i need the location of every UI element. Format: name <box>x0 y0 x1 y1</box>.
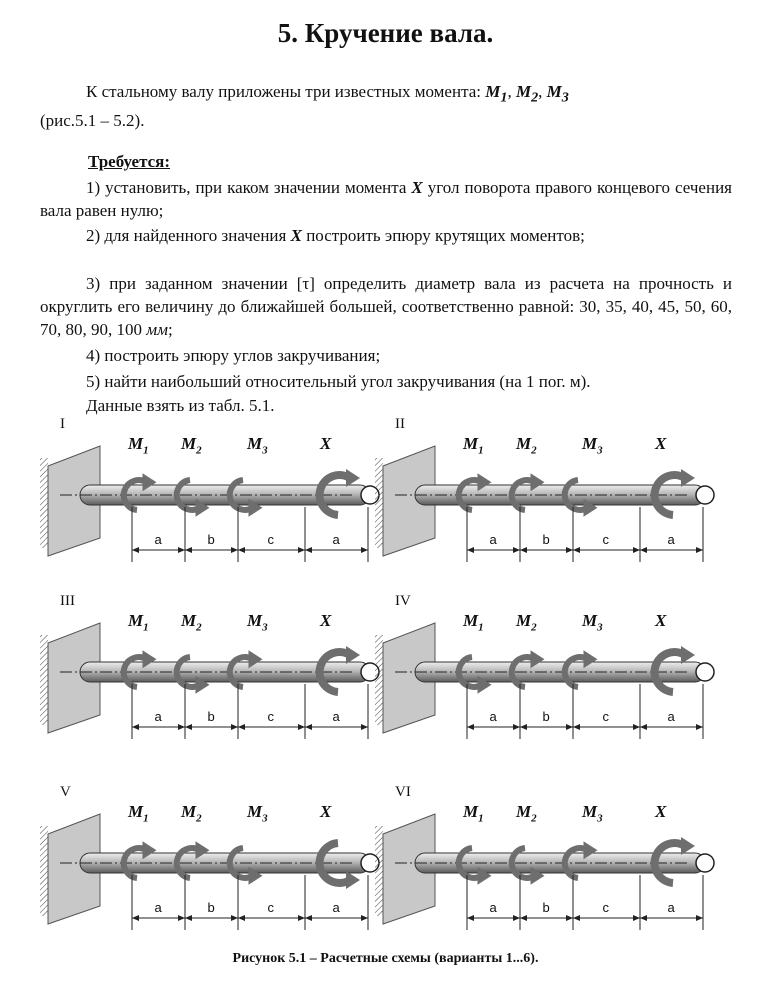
dimension-label: a <box>489 900 497 915</box>
label-m1: $M_1$ <box>128 434 149 457</box>
scheme-numeral: II <box>395 416 405 432</box>
dim-arrow <box>696 915 703 921</box>
arrow-head <box>346 646 360 664</box>
label-x: X <box>320 611 332 630</box>
dim-arrow <box>361 724 368 730</box>
arrow-head <box>346 871 360 889</box>
dim-arrow <box>640 724 647 730</box>
label-x: X <box>320 802 332 821</box>
arrow-head <box>681 469 695 487</box>
dim-arrow <box>361 547 368 553</box>
intro-paragraph: К стальному валу приложены три известных момента: $M_1$, $M_2$, $M_3$ (рис.5.1 – 5.2). <box>40 82 569 131</box>
label-m2: $M_2$ <box>181 434 202 457</box>
dimension-label: a <box>332 900 340 915</box>
scheme-5 <box>40 784 380 948</box>
data-source-note: Данные взять из табл. 5.1. <box>86 396 275 415</box>
label-x: X <box>320 434 332 453</box>
shaft-end <box>696 486 714 504</box>
dim-arrow <box>520 547 527 553</box>
dimension-label: b <box>207 900 215 915</box>
label-m2: $M_2$ <box>516 802 537 825</box>
scheme-1 <box>40 416 380 580</box>
dim-arrow <box>178 547 185 553</box>
dim-arrow <box>298 915 305 921</box>
task-item-5: 5) найти наибольший относительный угол закручивания (на 1 пог. м). <box>86 372 591 391</box>
dim-arrow <box>640 547 647 553</box>
dimension-label: b <box>542 709 550 724</box>
hatch <box>375 826 383 916</box>
dimension-label: a <box>489 709 497 724</box>
hatch <box>375 458 383 548</box>
hatch <box>40 826 48 916</box>
dimension-label: a <box>667 709 675 724</box>
dimension-label: c <box>602 900 609 915</box>
dim-arrow <box>633 915 640 921</box>
label-m1: $M_1$ <box>463 802 484 825</box>
dimension-label: b <box>542 532 550 547</box>
dim-arrow <box>696 724 703 730</box>
dim-arrow <box>238 915 245 921</box>
dimension-label: c <box>602 532 609 547</box>
dimension-label: c <box>267 532 274 547</box>
dim-arrow <box>566 547 573 553</box>
label-m1: $M_1$ <box>463 611 484 634</box>
scheme-6 <box>375 784 715 948</box>
label-x: X <box>655 434 667 453</box>
task-item-2: 2) для найденного значения X построить эпюру крутящих моментов; <box>86 226 585 245</box>
dimension-label: a <box>667 532 675 547</box>
task-item-4: 4) построить эпюру углов закручивания; <box>86 346 381 365</box>
dim-arrow <box>178 724 185 730</box>
dim-arrow <box>298 724 305 730</box>
scheme-2 <box>375 416 715 580</box>
dim-arrow <box>696 547 703 553</box>
hatch <box>40 635 48 725</box>
figure-caption: Рисунок 5.1 – Расчетные схемы (варианты 1...6). <box>232 951 539 966</box>
scheme-numeral: I <box>60 416 65 432</box>
scheme-numeral: VI <box>395 784 411 800</box>
dim-arrow <box>513 915 520 921</box>
dim-arrow <box>467 724 474 730</box>
label-m3: $M_3$ <box>247 611 268 634</box>
dim-arrow <box>185 724 192 730</box>
shaft-end <box>696 854 714 872</box>
scheme-numeral: III <box>60 593 75 609</box>
label-m3: $M_3$ <box>582 434 603 457</box>
figure-reference: (рис.5.1 – 5.2). <box>40 111 145 131</box>
required-heading: Требуется: <box>88 152 171 171</box>
section-title: 5. Кручение вала. <box>277 18 494 48</box>
label-m3: $M_3$ <box>247 802 268 825</box>
scheme-4 <box>375 593 715 757</box>
dim-arrow <box>566 915 573 921</box>
dim-arrow <box>238 724 245 730</box>
dim-arrow <box>185 915 192 921</box>
dim-arrow <box>132 547 139 553</box>
dimension-label: a <box>154 532 162 547</box>
dimension-label: a <box>332 709 340 724</box>
task-item-3: 3) при заданном значении [τ] определить диаметр вала из расчета на прочность и округлить его величину до ближайшей большей, соответственно равной: 30, 35, 40, 45, 50, 60, 70, 80, 90, 100 мм; <box>40 274 732 339</box>
dimension-label: b <box>542 900 550 915</box>
label-m2: $M_2$ <box>516 434 537 457</box>
task-item-1: 1) установить, при каком значении момента X угол поворота правого концевого сечения вала равен нулю; <box>40 178 732 220</box>
dim-arrow <box>467 547 474 553</box>
hatch <box>375 635 383 725</box>
dim-arrow <box>305 724 312 730</box>
dim-arrow <box>132 724 139 730</box>
dim-arrow <box>298 547 305 553</box>
dimension-label: c <box>267 900 274 915</box>
label-m3: $M_3$ <box>582 802 603 825</box>
dim-arrow <box>231 724 238 730</box>
label-m1: $M_1$ <box>128 611 149 634</box>
dimension-label: b <box>207 532 215 547</box>
dim-arrow <box>573 915 580 921</box>
label-m2: $M_2$ <box>181 802 202 825</box>
arrow-head <box>346 469 360 487</box>
dim-arrow <box>566 724 573 730</box>
dim-arrow <box>238 547 245 553</box>
label-x: X <box>655 802 667 821</box>
dimension-label: a <box>332 532 340 547</box>
dim-arrow <box>178 915 185 921</box>
label-m1: $M_1$ <box>128 802 149 825</box>
moment-m1: $M_1$ <box>485 82 508 106</box>
scheme-numeral: IV <box>395 593 411 609</box>
dim-arrow <box>573 547 580 553</box>
dim-arrow <box>573 724 580 730</box>
label-m1: $M_1$ <box>463 434 484 457</box>
dim-arrow <box>185 547 192 553</box>
dim-arrow <box>633 547 640 553</box>
dimension-label: c <box>267 709 274 724</box>
label-x: X <box>655 611 667 630</box>
dim-arrow <box>520 915 527 921</box>
dimension-label: b <box>207 709 215 724</box>
hatch <box>40 458 48 548</box>
arrow-head <box>681 646 695 664</box>
label-m2: $M_2$ <box>516 611 537 634</box>
scheme-numeral: V <box>60 784 71 800</box>
dimension-label: a <box>667 900 675 915</box>
dim-arrow <box>467 915 474 921</box>
dim-arrow <box>231 547 238 553</box>
dim-arrow <box>520 724 527 730</box>
arrow-head <box>681 837 695 855</box>
dim-arrow <box>513 724 520 730</box>
dimension-label: a <box>154 900 162 915</box>
dim-arrow <box>640 915 647 921</box>
intro-text: К стальному валу приложены три известных момента: <box>86 82 486 101</box>
dimension-label: a <box>489 532 497 547</box>
scheme-3 <box>40 593 380 757</box>
label-m3: $M_3$ <box>582 611 603 634</box>
dim-arrow <box>305 915 312 921</box>
dimension-label: a <box>154 709 162 724</box>
moment-m2: $M_2$ <box>515 82 539 106</box>
label-m3: $M_3$ <box>247 434 268 457</box>
label-m2: $M_2$ <box>181 611 202 634</box>
dim-arrow <box>513 547 520 553</box>
shaft-end <box>696 663 714 681</box>
dim-arrow <box>305 547 312 553</box>
dim-arrow <box>361 915 368 921</box>
dim-arrow <box>231 915 238 921</box>
dim-arrow <box>132 915 139 921</box>
moment-m3: $M_3$ <box>546 82 569 106</box>
dim-arrow <box>633 724 640 730</box>
dimension-label: c <box>602 709 609 724</box>
